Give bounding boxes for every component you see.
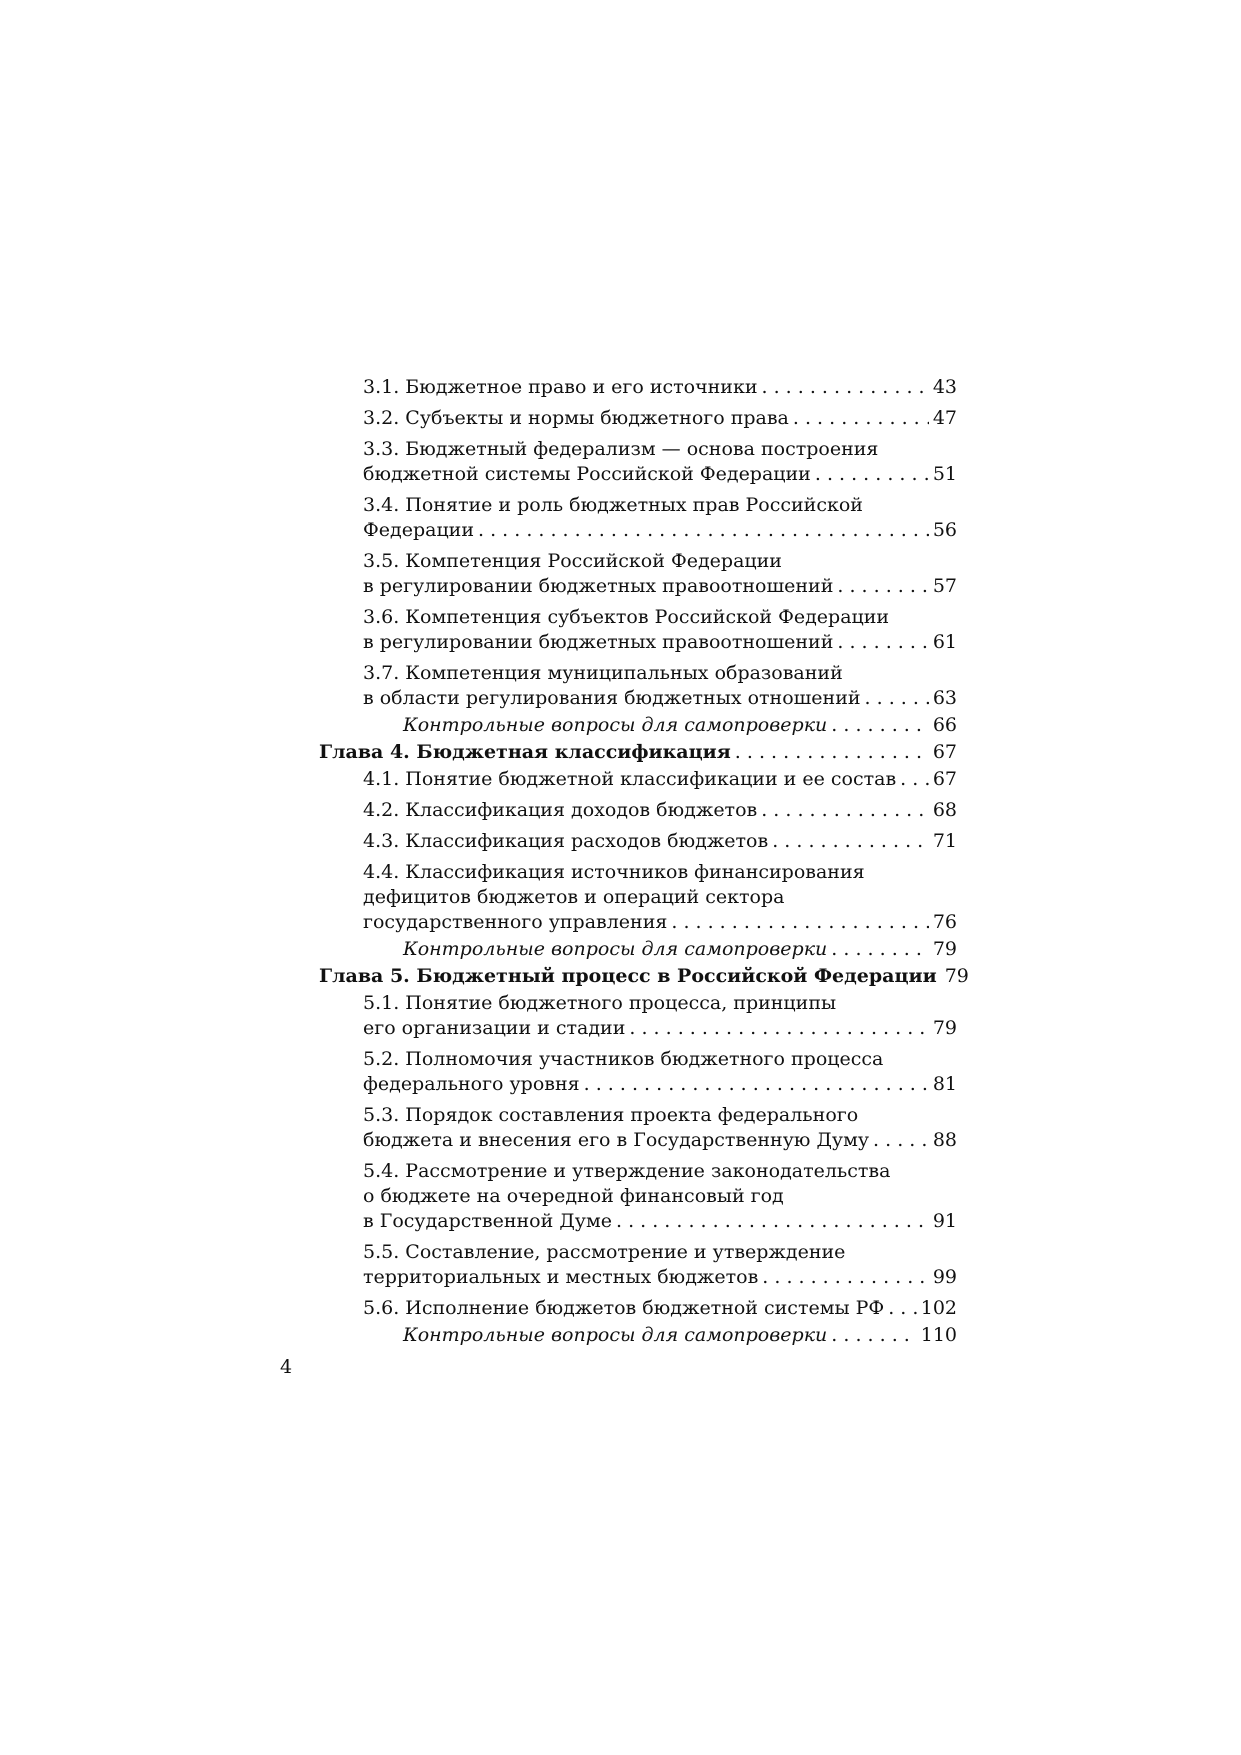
toc-entry-line <box>363 1296 957 1321</box>
dot-leader <box>478 518 929 543</box>
toc-chapter-title: Глава 5. Бюджетный процесс в Российской Федерации <box>319 965 937 987</box>
toc-entry-line <box>363 406 957 431</box>
dot-leader <box>793 406 929 431</box>
dot-leader <box>900 767 929 792</box>
toc-entry-line <box>363 829 957 854</box>
toc-entry <box>319 549 957 599</box>
toc-entry-title-continued: бюджета и внесения его в Государственную Думу <box>363 1129 870 1151</box>
toc-entry-title-continued: в регулировании бюджетных правоотношений <box>363 575 834 597</box>
toc-page-number: 99 <box>932 1266 957 1288</box>
toc-entry-title-continued: Федерации <box>363 519 474 541</box>
toc-entry-line <box>363 630 957 655</box>
toc-entry-line <box>403 1323 957 1348</box>
table-of-contents <box>319 375 969 1350</box>
dot-leader <box>629 1016 928 1041</box>
toc-entry <box>319 767 957 792</box>
toc-entry-title-continued: его организации и стадии <box>363 1017 626 1039</box>
toc-entry-title: 3.3. Бюджетный федерализм — основа построения <box>363 438 879 460</box>
toc-entry <box>319 1240 957 1290</box>
toc-entry-line <box>319 740 957 765</box>
toc-page-number: 79 <box>944 965 969 987</box>
toc-page-number: 61 <box>932 631 957 653</box>
toc-page-number: 56 <box>932 519 957 541</box>
toc-entry-line <box>363 1072 957 1097</box>
toc-entry <box>319 375 957 400</box>
toc-entry <box>319 493 957 543</box>
dot-leader <box>584 1072 929 1097</box>
toc-entry-line <box>363 1128 957 1153</box>
toc-entry-line <box>363 1209 957 1234</box>
toc-entry <box>319 1103 957 1153</box>
toc-entry-title-continued: в Государственной Думе <box>363 1210 612 1232</box>
toc-entry <box>319 1296 957 1321</box>
toc-entry-review-questions <box>319 713 957 738</box>
toc-entry-line <box>363 686 957 711</box>
toc-entry-review-questions <box>319 937 957 962</box>
dot-leader <box>616 1209 929 1234</box>
toc-entry-title-continued: о бюджете на очередной финансовый год <box>363 1185 784 1207</box>
toc-entry-title: 3.7. Компетенция муниципальных образований <box>363 662 843 684</box>
toc-chapter-heading <box>319 740 957 765</box>
dot-leader <box>837 574 928 599</box>
toc-entry-title-continued: в области регулирования бюджетных отношений <box>363 687 861 709</box>
toc-entry-title: 5.5. Составление, рассмотрение и утверждение <box>363 1241 846 1263</box>
toc-chapter-heading <box>319 964 969 989</box>
toc-entry-title: Контрольные вопросы для самопроверки <box>403 1324 828 1346</box>
dot-leader <box>831 713 929 738</box>
toc-entry-line <box>363 1265 957 1290</box>
toc-page-number: 79 <box>932 938 957 960</box>
toc-entry <box>319 991 957 1041</box>
toc-page-number: 102 <box>920 1297 957 1319</box>
toc-entry-line <box>403 713 957 738</box>
dot-leader <box>671 910 928 935</box>
toc-entry-title: Контрольные вопросы для самопроверки <box>403 938 828 960</box>
toc-page-number: 91 <box>932 1210 957 1232</box>
toc-entry-title: Контрольные вопросы для самопроверки <box>403 714 828 736</box>
toc-entry-title: 4.1. Понятие бюджетной классификации и ее состав <box>363 768 897 790</box>
toc-entry-title-continued: федерального уровня <box>363 1073 580 1095</box>
page-number-footer: 4 <box>280 1356 293 1378</box>
toc-entry-title: 5.2. Полномочия участников бюджетного процесса <box>363 1048 884 1070</box>
toc-entry-title-continued: дефицитов бюджетов и операций сектора <box>363 886 785 908</box>
toc-entry-title: 3.6. Компетенция субъектов Российской Федерации <box>363 606 890 628</box>
toc-entry-review-questions <box>319 1323 957 1348</box>
toc-page-number: 110 <box>920 1324 957 1346</box>
toc-entry-line <box>319 964 969 989</box>
toc-entry-title: 3.4. Понятие и роль бюджетных прав Российской <box>363 494 863 516</box>
toc-entry-title-continued: территориальных и местных бюджетов <box>363 1266 759 1288</box>
dot-leader <box>873 1128 929 1153</box>
toc-entry-title-continued: в регулировании бюджетных правоотношений <box>363 631 834 653</box>
toc-entry-line <box>363 518 957 543</box>
toc-page-number: 88 <box>932 1129 957 1151</box>
toc-entry <box>319 860 957 935</box>
dot-leader <box>735 740 929 765</box>
dot-leader <box>831 1323 916 1348</box>
toc-page-number: 71 <box>932 830 957 852</box>
toc-page-number: 79 <box>932 1017 957 1039</box>
toc-entry-line <box>363 798 957 823</box>
dot-leader <box>762 1265 929 1290</box>
toc-entry-title: 4.3. Классификация расходов бюджетов <box>363 830 769 852</box>
dot-leader <box>831 937 929 962</box>
dot-leader <box>815 462 929 487</box>
dot-leader <box>761 798 929 823</box>
toc-entry-line <box>363 767 957 792</box>
toc-chapter-title: Глава 4. Бюджетная классификация <box>319 741 731 763</box>
toc-page-number: 43 <box>932 376 957 398</box>
toc-entry-line <box>363 375 957 400</box>
toc-entry-line <box>363 1016 957 1041</box>
toc-entry <box>319 406 957 431</box>
toc-entry-title: 3.2. Субъекты и нормы бюджетного права <box>363 407 789 429</box>
toc-entry-title: 4.4. Классификация источников финансирования <box>363 861 865 883</box>
toc-entry-title: 5.4. Рассмотрение и утверждение законодательства <box>363 1160 891 1182</box>
toc-entry-line <box>403 937 957 962</box>
toc-page-number: 68 <box>932 799 957 821</box>
toc-entry <box>319 661 957 711</box>
dot-leader <box>762 375 929 400</box>
dot-leader <box>865 686 929 711</box>
toc-page-number: 67 <box>932 741 957 763</box>
toc-entry-title: 5.3. Порядок составления проекта федерального <box>363 1104 859 1126</box>
toc-page-number: 47 <box>932 407 957 429</box>
toc-page-number: 81 <box>932 1073 957 1095</box>
toc-page-number: 51 <box>932 463 957 485</box>
toc-entry <box>319 605 957 655</box>
toc-entry <box>319 798 957 823</box>
toc-entry-title-continued: бюджетной системы Российской Федерации <box>363 463 811 485</box>
toc-entry-line <box>363 462 957 487</box>
toc-entry-title: 5.6. Исполнение бюджетов бюджетной системы РФ <box>363 1297 885 1319</box>
toc-entry <box>319 829 957 854</box>
toc-entry-title: 4.2. Классификация доходов бюджетов <box>363 799 758 821</box>
toc-entry-title: 3.5. Компетенция Российской Федерации <box>363 550 782 572</box>
toc-entry-title: 5.1. Понятие бюджетного процесса, принципы <box>363 992 837 1014</box>
toc-page-number: 76 <box>932 911 957 933</box>
toc-page-number: 66 <box>932 714 957 736</box>
toc-entry-title: 3.1. Бюджетное право и его источники <box>363 376 758 398</box>
toc-entry-line <box>363 910 957 935</box>
toc-entry <box>319 437 957 487</box>
toc-entry-line <box>363 574 957 599</box>
dot-leader <box>888 1296 917 1321</box>
toc-page-number: 63 <box>932 687 957 709</box>
toc-entry-title-continued: государственного управления <box>363 911 668 933</box>
dot-leader <box>772 829 929 854</box>
dot-leader <box>837 630 928 655</box>
toc-page-number: 57 <box>932 575 957 597</box>
toc-entry <box>319 1159 957 1234</box>
toc-page-number: 67 <box>932 768 957 790</box>
toc-entry <box>319 1047 957 1097</box>
